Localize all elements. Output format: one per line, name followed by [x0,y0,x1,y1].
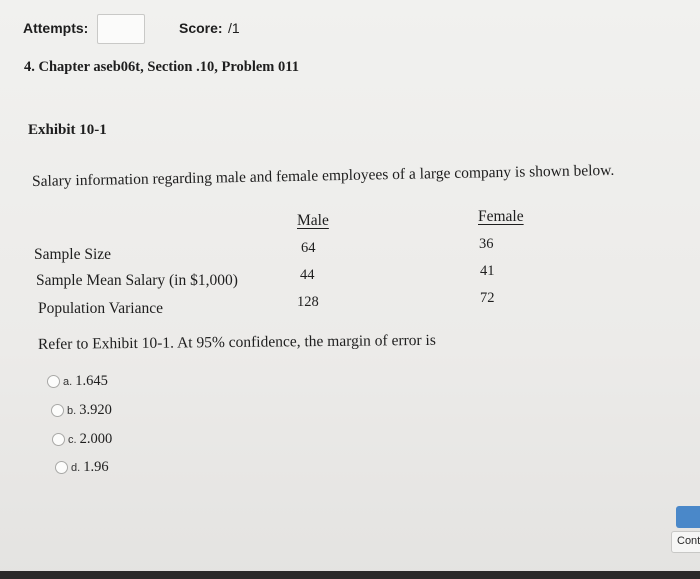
option-c[interactable] [52,431,112,448]
option-letter: b. [67,404,77,417]
option-value: 1.645 [75,373,108,389]
question-text: Refer to Exhibit 10-1. At 95% confidence, the margin of error is [37,331,436,353]
continue-button[interactable]: Cont [671,531,700,553]
attempts-label: Attempts: [23,20,89,36]
option-letter: a. [63,375,73,388]
cell-female-sample-mean: 41 [480,263,495,279]
score-label: Score: [179,20,223,36]
option-b[interactable] [51,402,112,419]
row-label-sample-mean: Sample Mean Salary (in $1,000) [36,272,238,289]
blue-nav-tab[interactable] [676,506,700,528]
radio-button-d[interactable] [55,461,68,474]
cell-female-population-variance: 72 [480,290,495,306]
radio-button-a[interactable] [47,375,60,388]
score-value: /1 [228,20,240,36]
bottom-bar [0,571,700,579]
column-header-female: Female [478,208,524,225]
option-value: 2.000 [79,431,113,447]
option-letter: d. [71,461,81,474]
cell-male-population-variance: 128 [297,294,319,310]
row-label-sample-size: Sample Size [34,246,112,263]
radio-button-b[interactable] [51,404,64,417]
option-value: 1.96 [83,459,109,475]
option-letter: c. [68,433,77,446]
option-a[interactable] [47,373,108,390]
attempts-field [97,14,145,44]
problem-title: 4. Chapter aseb06t, Section .10, Problem 011 [24,59,299,75]
exhibit-title: Exhibit 10-1 [28,122,107,138]
option-value: 3.920 [79,402,112,418]
problem-intro: Salary information regarding male and female employees of a large company is shown below. [31,161,615,190]
cell-female-sample-size: 36 [479,236,494,252]
cell-male-sample-size: 64 [301,240,316,256]
radio-button-c[interactable] [52,433,65,446]
option-d[interactable] [55,459,109,476]
column-header-male: Male [297,212,329,229]
row-label-population-variance: Population Variance [38,300,163,317]
cell-male-sample-mean: 44 [300,267,315,283]
